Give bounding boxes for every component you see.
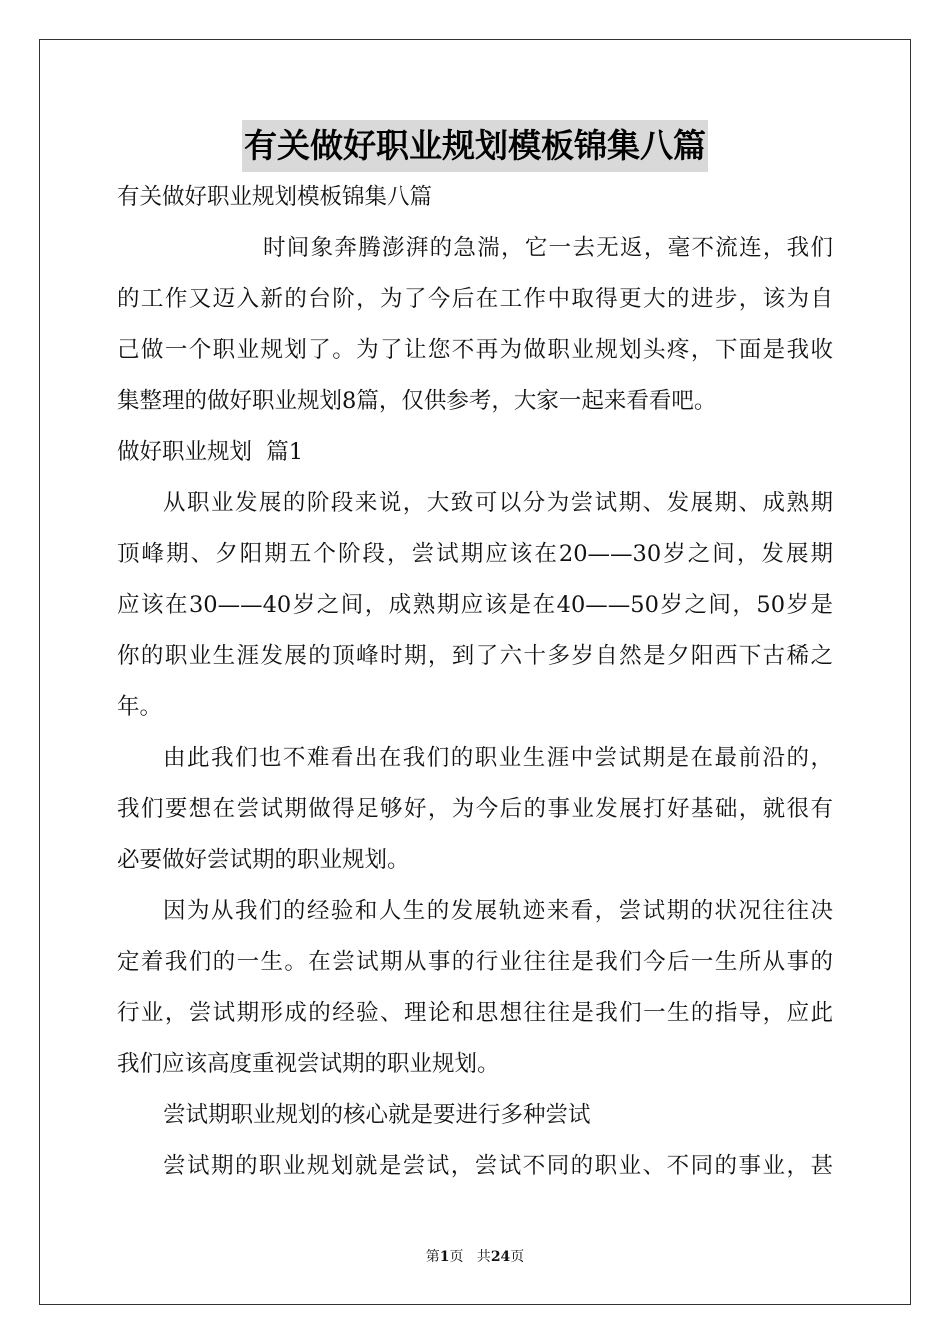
paragraph-line: 必要做好尝试期的职业规划。 — [117, 847, 410, 873]
paragraph-line: 年。 — [117, 694, 163, 720]
paragraph-line: 时间象奔腾澎湃的急湍，它一去无返，毫不流连，我们 — [263, 235, 833, 261]
paragraph-line: 顶峰期、夕阳期五个阶段，尝试期应该在20——30岁之间，发展期 — [117, 541, 833, 567]
document-body — [117, 172, 833, 1192]
page-footer — [0, 1246, 950, 1266]
section-heading: 做好职业规划 篇1 — [117, 439, 304, 465]
document-title: 有关做好职业规划模板锦集八篇 — [242, 120, 708, 172]
paragraph-line: 尝试期的职业规划就是尝试，尝试不同的职业、不同的事业，甚 — [163, 1153, 833, 1179]
paragraph-line: 集整理的做好职业规划8篇，仅供参考，大家一起来看看吧。 — [117, 388, 717, 414]
paragraph-line: 定着我们的一生。在尝试期从事的行业往往是我们今后一生所从事的 — [117, 949, 833, 975]
title-container — [0, 120, 950, 172]
paragraph-line: 的工作又迈入新的台阶，为了今后在工作中取得更大的进步，该为自 — [117, 286, 833, 312]
footer-page-number: 1 — [439, 1249, 450, 1265]
paragraph-line: 己做一个职业规划了。为了让您不再为做职业规划头疼，下面是我收 — [117, 337, 833, 363]
subheading-line: 尝试期职业规划的核心就是要进行多种尝试 — [163, 1102, 591, 1128]
footer-total-pages: 24 — [490, 1249, 511, 1265]
paragraph-line: 从职业发展的阶段来说，大致可以分为尝试期、发展期、成熟期 — [163, 490, 833, 516]
paragraph-line: 我们应该高度重视尝试期的职业规划。 — [117, 1051, 500, 1077]
paragraph-line: 由此我们也不难看出在我们的职业生涯中尝试期是在最前沿的， — [163, 745, 833, 771]
footer-mid: 页 共 — [449, 1249, 491, 1265]
paragraph-line: 行业，尝试期形成的经验、理论和思想往往是我们一生的指导，应此 — [117, 1000, 833, 1026]
footer-prefix: 第 — [425, 1249, 440, 1265]
paragraph-line: 我们要想在尝试期做得足够好，为今后的事业发展打好基础，就很有 — [117, 796, 833, 822]
footer-suffix: 页 — [510, 1249, 525, 1265]
subtitle-line: 有关做好职业规划模板锦集八篇 — [117, 184, 433, 210]
paragraph-line: 因为从我们的经验和人生的发展轨迹来看，尝试期的状况往往决 — [163, 898, 833, 924]
paragraph-line: 应该在30——40岁之间，成熟期应该是在40——50岁之间，50岁是 — [117, 592, 833, 618]
paragraph-line: 你的职业生涯发展的顶峰时期，到了六十多岁自然是夕阳西下古稀之 — [117, 643, 833, 669]
